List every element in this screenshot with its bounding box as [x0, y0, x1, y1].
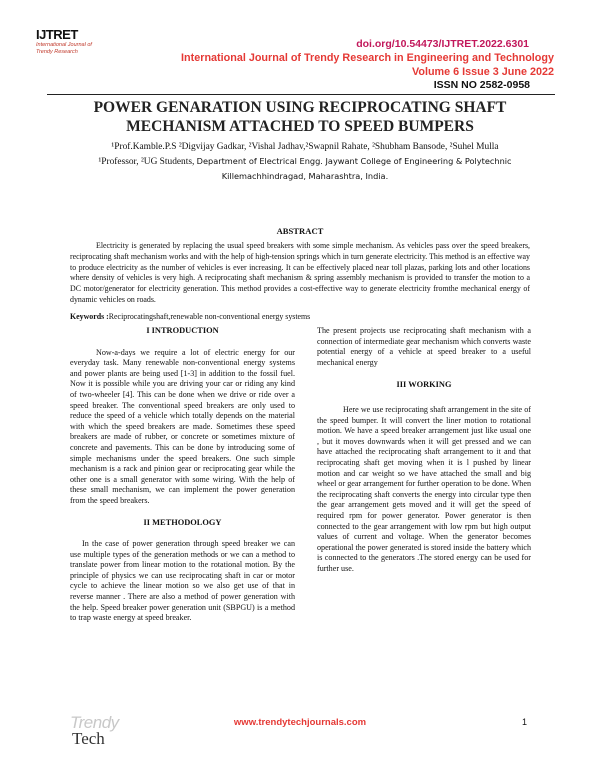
- page-number: 1: [522, 717, 528, 727]
- keywords-label: Keywords :: [70, 312, 109, 321]
- footer-logo-trendy: Trendy: [70, 713, 119, 732]
- header-divider: [47, 94, 555, 95]
- author-list: ¹Prof.Kamble.P.S ²Digvijay Gadkar, ²Vishal Jadhav,²Swapnil Rahate, ²Shubham Bansode, ²Suhel Mulla: [111, 142, 499, 152]
- journal-logo: [36, 27, 100, 67]
- working-text: Here we use reciprocating shaft arrangement in the site of the speed bumper. It will convert the liner motion to rotational motion. We have a speed breaker arrangement just like usual one , but it moves downwards when it will get pressed and we can have attached the reciprocating shaft arrangement to it and that reciprocating shaft get moving when it is l pushed by linear motion and car weight so we have attached the small and big wheel or gear arrangement for further operation to be done. When the reciprocating shaft converts the energy into circular type then the gear arrangement gets moved and it will get the speed of required rpm for power generator. Power generator is then connected to the gear arrangement with low rpm but high output values of current and voltage. When the generator becomes operational the power generated is stored inside the battery which is connected to the generators .The stored energy can be used for further use.: [317, 404, 531, 573]
- title-line-1: POWER GENARATION USING RECIPROCATING SHAFT: [93, 99, 507, 116]
- intro-text: Now-a-days we require a lot of electric energy for our everyday task. Many renewable non-conventional energy systems and power plants are being used [1-3] in addition to the fossil fuel. Now it is possible while you are driving your car or riding any kind of two-wheeler [4]. This can be done when we drive or ride over a speed breaker. The conventional speed breakers are only used to reduce the speed of a vehicle which totally depends on the material with which the speed breakers are made. Sometimes these speed breakers are made of rubber, or concrete or sometimes mixture of concrete and pavements. This can be done by introducing some of simple mechanisms under the speed breakers. One such simple mechanism is a rack and pinion gear or reciprocating gear while the other one is a small generator with some wiring. With the help of these small mechanism, we can implement the power generation from the speed breakers.: [70, 347, 295, 505]
- journal-name: International Journal of Trendy Research in Engineering and Technology: [181, 52, 554, 64]
- logo-subtitle: International Journal of Trendy Research: [36, 42, 92, 55]
- paper-title: [0, 98, 600, 136]
- journal-info: [181, 52, 554, 79]
- right-column: [317, 326, 531, 574]
- footer-url[interactable]: www.trendytechjournals.com: [233, 717, 367, 728]
- methodology-text: In the case of power generation through speed breaker we can use multiple types of the generation methods or we can a method to translate power from linear motion to the rotational motion. By the principle of physics we can use reciprocating shaft in car or motor cycle to achieve the linear motion so we also get use of that in reverse manner . There are also a method of power generation with the help. Speed breaker power generation unit (SBPGU) is a method to trap waste energy at speed breaker.: [70, 539, 295, 623]
- abstract-heading: ABSTRACT: [276, 226, 324, 236]
- doi-link[interactable]: doi.org/10.54473/IJTRET.2022.6301: [356, 38, 529, 50]
- affiliation-roles: ¹Professor, ²UG Students,: [98, 157, 197, 167]
- logo-text: IJTRET: [36, 27, 78, 42]
- intro-heading: I INTRODUCTION: [146, 326, 219, 335]
- footer-logo-tech: Tech: [72, 729, 105, 748]
- methodology-heading: II METHODOLOGY: [143, 517, 222, 527]
- issn: ISSN NO 2582-0958: [433, 79, 530, 91]
- intro-continued-text: The present projects use reciprocating shaft mechanism with a connection of intermediate gear mechanism which converts waste potential energy of a vehicle at speed breaker to a useful mechanical energy: [317, 326, 531, 367]
- abstract-text: Electricity is generated by replacing the usual speed breakers with some simple mechanism. As vehicles pass over the speed breakers, reciprocating shaft mechanism works and with the help of high-tension springs which in turn generate electricity. This method is an effective way to produce electricity as the number of vehicles is ever increasing. It can be effectively placed near toll plazas, parking lots and other locations where density of vehicles is very high. A reciprocating shaft mechanism & spring assembly mechanism is provided to transfer the motion to a DC motor/generator for electricity generation. This method provides a cost-effective way to generate electricity fromthe mechanical energy of dynamic vehicles on roads.: [70, 241, 530, 304]
- title-line-2: MECHANISM ATTACHED TO SPEED BUMPERS: [126, 118, 474, 135]
- keywords: [70, 312, 310, 321]
- left-column: [70, 326, 295, 624]
- affiliation: [40, 154, 570, 169]
- authors-block: [40, 140, 570, 183]
- working-heading: III WORKING: [396, 380, 452, 390]
- keywords-text: Reciprocatingshaft,renewable non-conventional energy systems: [108, 312, 311, 321]
- volume-issue: Volume 6 Issue 3 June 2022: [411, 65, 554, 78]
- affiliation-department: Department of Electrical Engg. Jaywant College of Engineering & Polytechnic: [196, 156, 512, 166]
- affiliation-place: Killemachhindragad, Maharashtra, India.: [221, 171, 389, 181]
